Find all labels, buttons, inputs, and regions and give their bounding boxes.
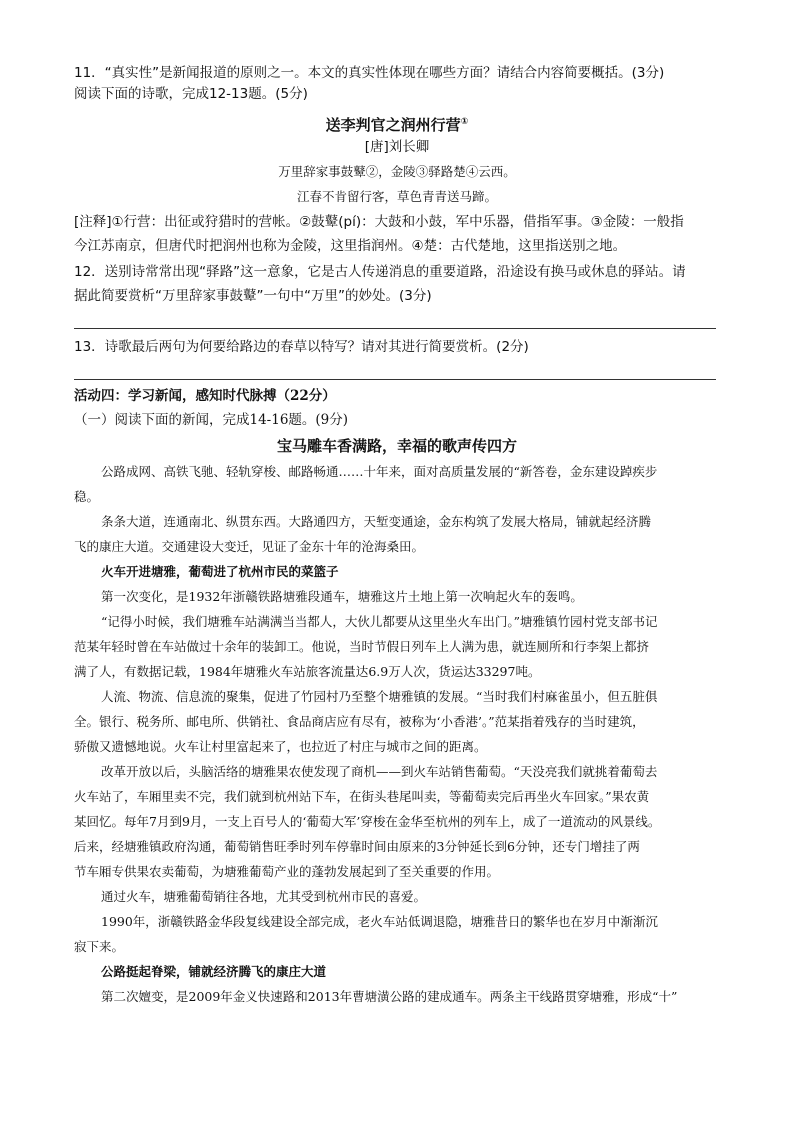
news-paragraph: 飞的康庄大道。交通建设大变迁，见证了金东十年的沧海桑田。 <box>74 539 425 554</box>
poem-notes-line-1: [注释]①行营：出征或狩猎时的营帐。②鼓鼙(pí)：大鼓和小鼓，军中乐器，借指军事。③金陵：一般指 <box>74 214 684 230</box>
question-11: 11．“真实性”是新闻报道的原则之一。本文的真实性体现在哪些方面？请结合内容简要概括。(3分) <box>74 65 665 81</box>
news-paragraph: 某回忆。每年7月到9月，一支上百号人的‘葡萄大军’穿梭在金华至杭州的列车上，成了一道流动的风景线。 <box>74 814 661 829</box>
answer-line-13 <box>74 379 716 380</box>
news-paragraph: 1990年，浙赣铁路金华段复线建设全部完成，老火车站低调退隐，塘雅昔日的繁华也在岁月中渐渐沉 <box>101 914 658 929</box>
news-paragraph: 第一次变化，是1932年浙赣铁路塘雅段通车，塘雅这片土地上第一次响起火车的轰鸣。 <box>101 589 583 604</box>
news-paragraph: 满了人，有数据记载，1984年塘雅火车站旅客流量达6.9万人次，货运达33297吨。 <box>74 664 541 679</box>
poem-title: 送李判官之润州行营① <box>325 116 469 134</box>
news-paragraph: 骄傲又遗憾地说。火车让村里富起来了，也拉近了村庄与城市之间的距离。 <box>74 739 487 754</box>
news-paragraph: 改革开放以后，头脑活络的塘雅果农使发现了商机——到火车站销售葡萄。“天没亮我们就挑着葡萄去 <box>101 764 658 779</box>
poem-line-1: 万里辞家事鼓鼙②，金陵③驿路楚④云西。 <box>278 164 516 179</box>
news-subheading: 公路挺起脊梁，铺就经济腾飞的康庄大道 <box>101 964 327 979</box>
news-paragraph: 后来，经塘雅镇政府沟通，葡萄销售旺季时列车停靠时间由原来的3分钟延长到6分钟，还专门增挂了两 <box>74 839 640 854</box>
news-paragraph: “记得小时候，我们塘雅车站满满当当都人，大伙儿都要从这里坐火车出门。”塘雅镇竹园村党支部书记 <box>101 614 658 629</box>
question-12-line-2: 据此简要赏析“万里辞家事鼓鼙”一句中“万里”的妙处。(3分) <box>74 288 432 304</box>
news-paragraph: 第二次嬗变，是2009年金义快速路和2013年曹塘潢公路的建成通车。两条主干线路贯穿塘雅，形成“十” <box>101 989 678 1004</box>
poem-notes-line-2: 今江苏南京，但唐代时把润州也称为金陵，这里指润州。④楚：古代楚地，这里指送别之地。 <box>74 238 627 254</box>
news-paragraph: 范某年轻时曾在车站做过十余年的装卸工。他说，当时节假日列车上人满为患，就连厕所和行李架上都挤 <box>74 639 650 654</box>
question-12-line-1: 12．送别诗常常出现“驿路”这一意象，它是古人传递消息的重要道路，沿途设有换马或休息的驿站。请 <box>74 264 686 280</box>
news-paragraph: 公路成网、高铁飞驰、轻轨穿梭、邮路畅通……十年来，面对高质量发展的“新答卷，金东建设踔疾步 <box>101 464 658 479</box>
activity-4-heading: 活动四：学习新闻，感知时代脉搏（22分） <box>74 388 336 404</box>
news-paragraph: 全。银行、税务所、邮电所、供销社、食品商店应有尽有，被称为‘小香港’。”范某指着残存的当时建筑， <box>74 714 645 729</box>
poem-author: [唐]刘长卿 <box>364 139 430 155</box>
news-paragraph: 节车厢专供果农卖葡萄，为塘雅葡萄产业的蓬勃发展起到了至关重要的作用。 <box>74 864 500 879</box>
news-paragraph: 通过火车，塘雅葡萄销往各地，尤其受到杭州市民的喜爱。 <box>101 889 427 904</box>
news-subheading: 火车开进塘雅，葡萄进了杭州市民的菜篮子 <box>101 564 339 579</box>
news-paragraph: 稳。 <box>74 489 100 504</box>
news-intro: （一）阅读下面的新闻，完成14-16题。(9分) <box>74 412 349 428</box>
poem-line-2: 江春不肯留行客，草色青青送马蹄。 <box>296 189 497 204</box>
news-paragraph: 条条大道，连通南北、纵贯东西。大路通四方，天堑变通途，金东构筑了发展大格局，铺就起经济腾 <box>101 514 652 529</box>
news-paragraph: 人流、物流、信息流的聚集，促进了竹园村乃至整个塘雅镇的发展。“当时我们村麻雀虽小，但五脏俱 <box>101 689 658 704</box>
news-paragraph: 寂下来。 <box>74 939 125 954</box>
poem-intro: 阅读下面的诗歌，完成12-13题。(5分) <box>74 86 308 102</box>
question-13: 13．诗歌最后两句为何要给路边的春草以特写？请对其进行简要赏析。(2分) <box>74 339 529 355</box>
answer-line-12 <box>74 328 716 329</box>
news-paragraph: 火车站了，车厢里卖不完，我们就到杭州站下车，在街头巷尾叫卖，等葡萄卖完后再坐火车回家。”果农黄 <box>74 789 650 804</box>
news-title: 宝马雕车香满路，幸福的歌声传四方 <box>276 437 517 455</box>
